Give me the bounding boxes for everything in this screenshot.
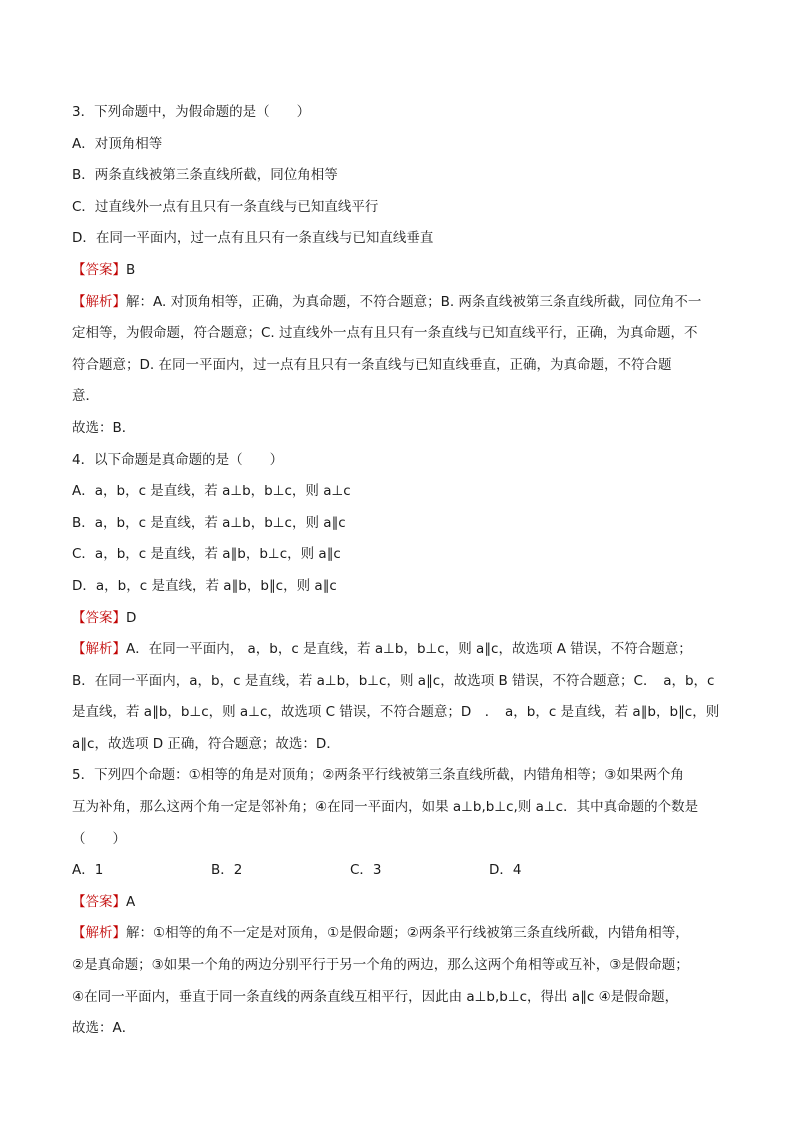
document-page: [72, 97, 724, 1045]
analysis-tag: 【解析】: [72, 293, 126, 310]
answer-value: B: [126, 261, 136, 278]
question-stem: 互为补角，那么这两个角一定是邻补角；④在同一平面内，如果 a⊥b,b⊥c,则 a⊥c．其中真命题的个数是: [72, 799, 699, 816]
option-b: B．2: [211, 862, 243, 879]
analysis-text: ④在同一平面内，垂直于同一条直线的两条直线互相平行，因此由 a⊥b,b⊥c，得出 a∥c ④是假命题，: [72, 988, 679, 1005]
option-c: C．过直线外一点有且只有一条直线与已知直线平行: [72, 198, 379, 215]
analysis-line: [72, 634, 724, 666]
question-stem: （ ）: [72, 830, 126, 847]
analysis-text: 解：①相等的角不一定是对顶角，①是假命题；②两条平行线被第三条直线所截，内错角相等，: [126, 925, 689, 942]
option-d: D．在同一平面内，过一点有且只有一条直线与已知直线垂直: [72, 230, 434, 247]
answer-tag: 【答案】: [72, 261, 126, 278]
analysis-text: B．在同一平面内，a，b，c 是直线，若 a⊥b，b⊥c，则 a∥c，故选项 B 错误，不符合题意；C． a，b，c: [72, 672, 715, 689]
options-row: [72, 855, 724, 887]
option-a: A．对顶角相等: [72, 135, 163, 152]
conclusion: 故选：B．: [72, 419, 136, 436]
option-c: C．3: [350, 862, 382, 879]
question-5: [72, 760, 724, 1044]
option-a: A．a，b，c 是直线，若 a⊥b，b⊥c，则 a⊥c: [72, 483, 351, 500]
question-stem: 4．以下命题是真命题的是（ ）: [72, 451, 284, 468]
analysis-text: 符合题意；D. 在同一平面内，过一点有且只有一条直线与已知直线垂直，正确，为真命题，不符合题: [72, 356, 672, 373]
analysis-text: 意．: [72, 388, 99, 405]
analysis-text: ②是真命题；③如果一个角的两边分别平行于另一个角的两边，那么这两个角相等或互补，③是假命题；: [72, 957, 689, 974]
question-stem: 3．下列命题中，为假命题的是（ ）: [72, 104, 311, 120]
answer-value: D: [126, 609, 137, 626]
analysis-tag: 【解析】: [72, 641, 126, 658]
option-d: D．a，b，c 是直线，若 a∥b，b∥c，则 a∥c: [72, 577, 337, 594]
question-3: [72, 97, 724, 445]
analysis-text: A．在同一平面内， a，b，c 是直线，若 a⊥b，b⊥c，则 a∥c，故选项 A 错误，不符合题意；: [126, 641, 692, 658]
option-b: B．a，b，c 是直线，若 a⊥b，b⊥c，则 a∥c: [72, 514, 346, 531]
answer-line: [72, 887, 724, 919]
analysis-tag: 【解析】: [72, 925, 126, 942]
option-a: A．1: [72, 862, 104, 879]
question-stem: 5．下列四个命题：①相等的角是对顶角；②两条平行线被第三条直线所截，内错角相等；③如果两个角: [72, 767, 684, 784]
question-4: [72, 445, 724, 761]
option-d: D．4: [489, 862, 522, 879]
analysis-text: 故选：A．: [72, 1020, 136, 1037]
analysis-line: [72, 287, 724, 319]
option-c: C．a，b，c 是直线，若 a∥b，b⊥c，则 a∥c: [72, 546, 341, 563]
answer-line: [72, 255, 724, 287]
analysis-text: 是直线，若 a∥b，b⊥c，则 a⊥c，故选项 C 错误，不符合题意；D ． a，b，c 是直线，若 a∥b，b∥c，则: [72, 704, 720, 721]
analysis-line: [72, 918, 724, 950]
analysis-text: a∥c，故选项 D 正确，符合题意；故选：D．: [72, 735, 340, 752]
answer-tag: 【答案】: [72, 893, 126, 910]
analysis-text: 解：A. 对顶角相等，正确，为真命题，不符合题意；B. 两条直线被第三条直线所截，同位角不一: [126, 293, 702, 310]
option-b: B．两条直线被第三条直线所截，同位角相等: [72, 167, 338, 184]
analysis-text: 定相等，为假命题，符合题意；C. 过直线外一点有且只有一条直线与已知直线平行，正确，为真命题，不: [72, 325, 698, 342]
answer-tag: 【答案】: [72, 609, 126, 626]
answer-value: A: [126, 893, 136, 910]
answer-line: [72, 603, 724, 635]
